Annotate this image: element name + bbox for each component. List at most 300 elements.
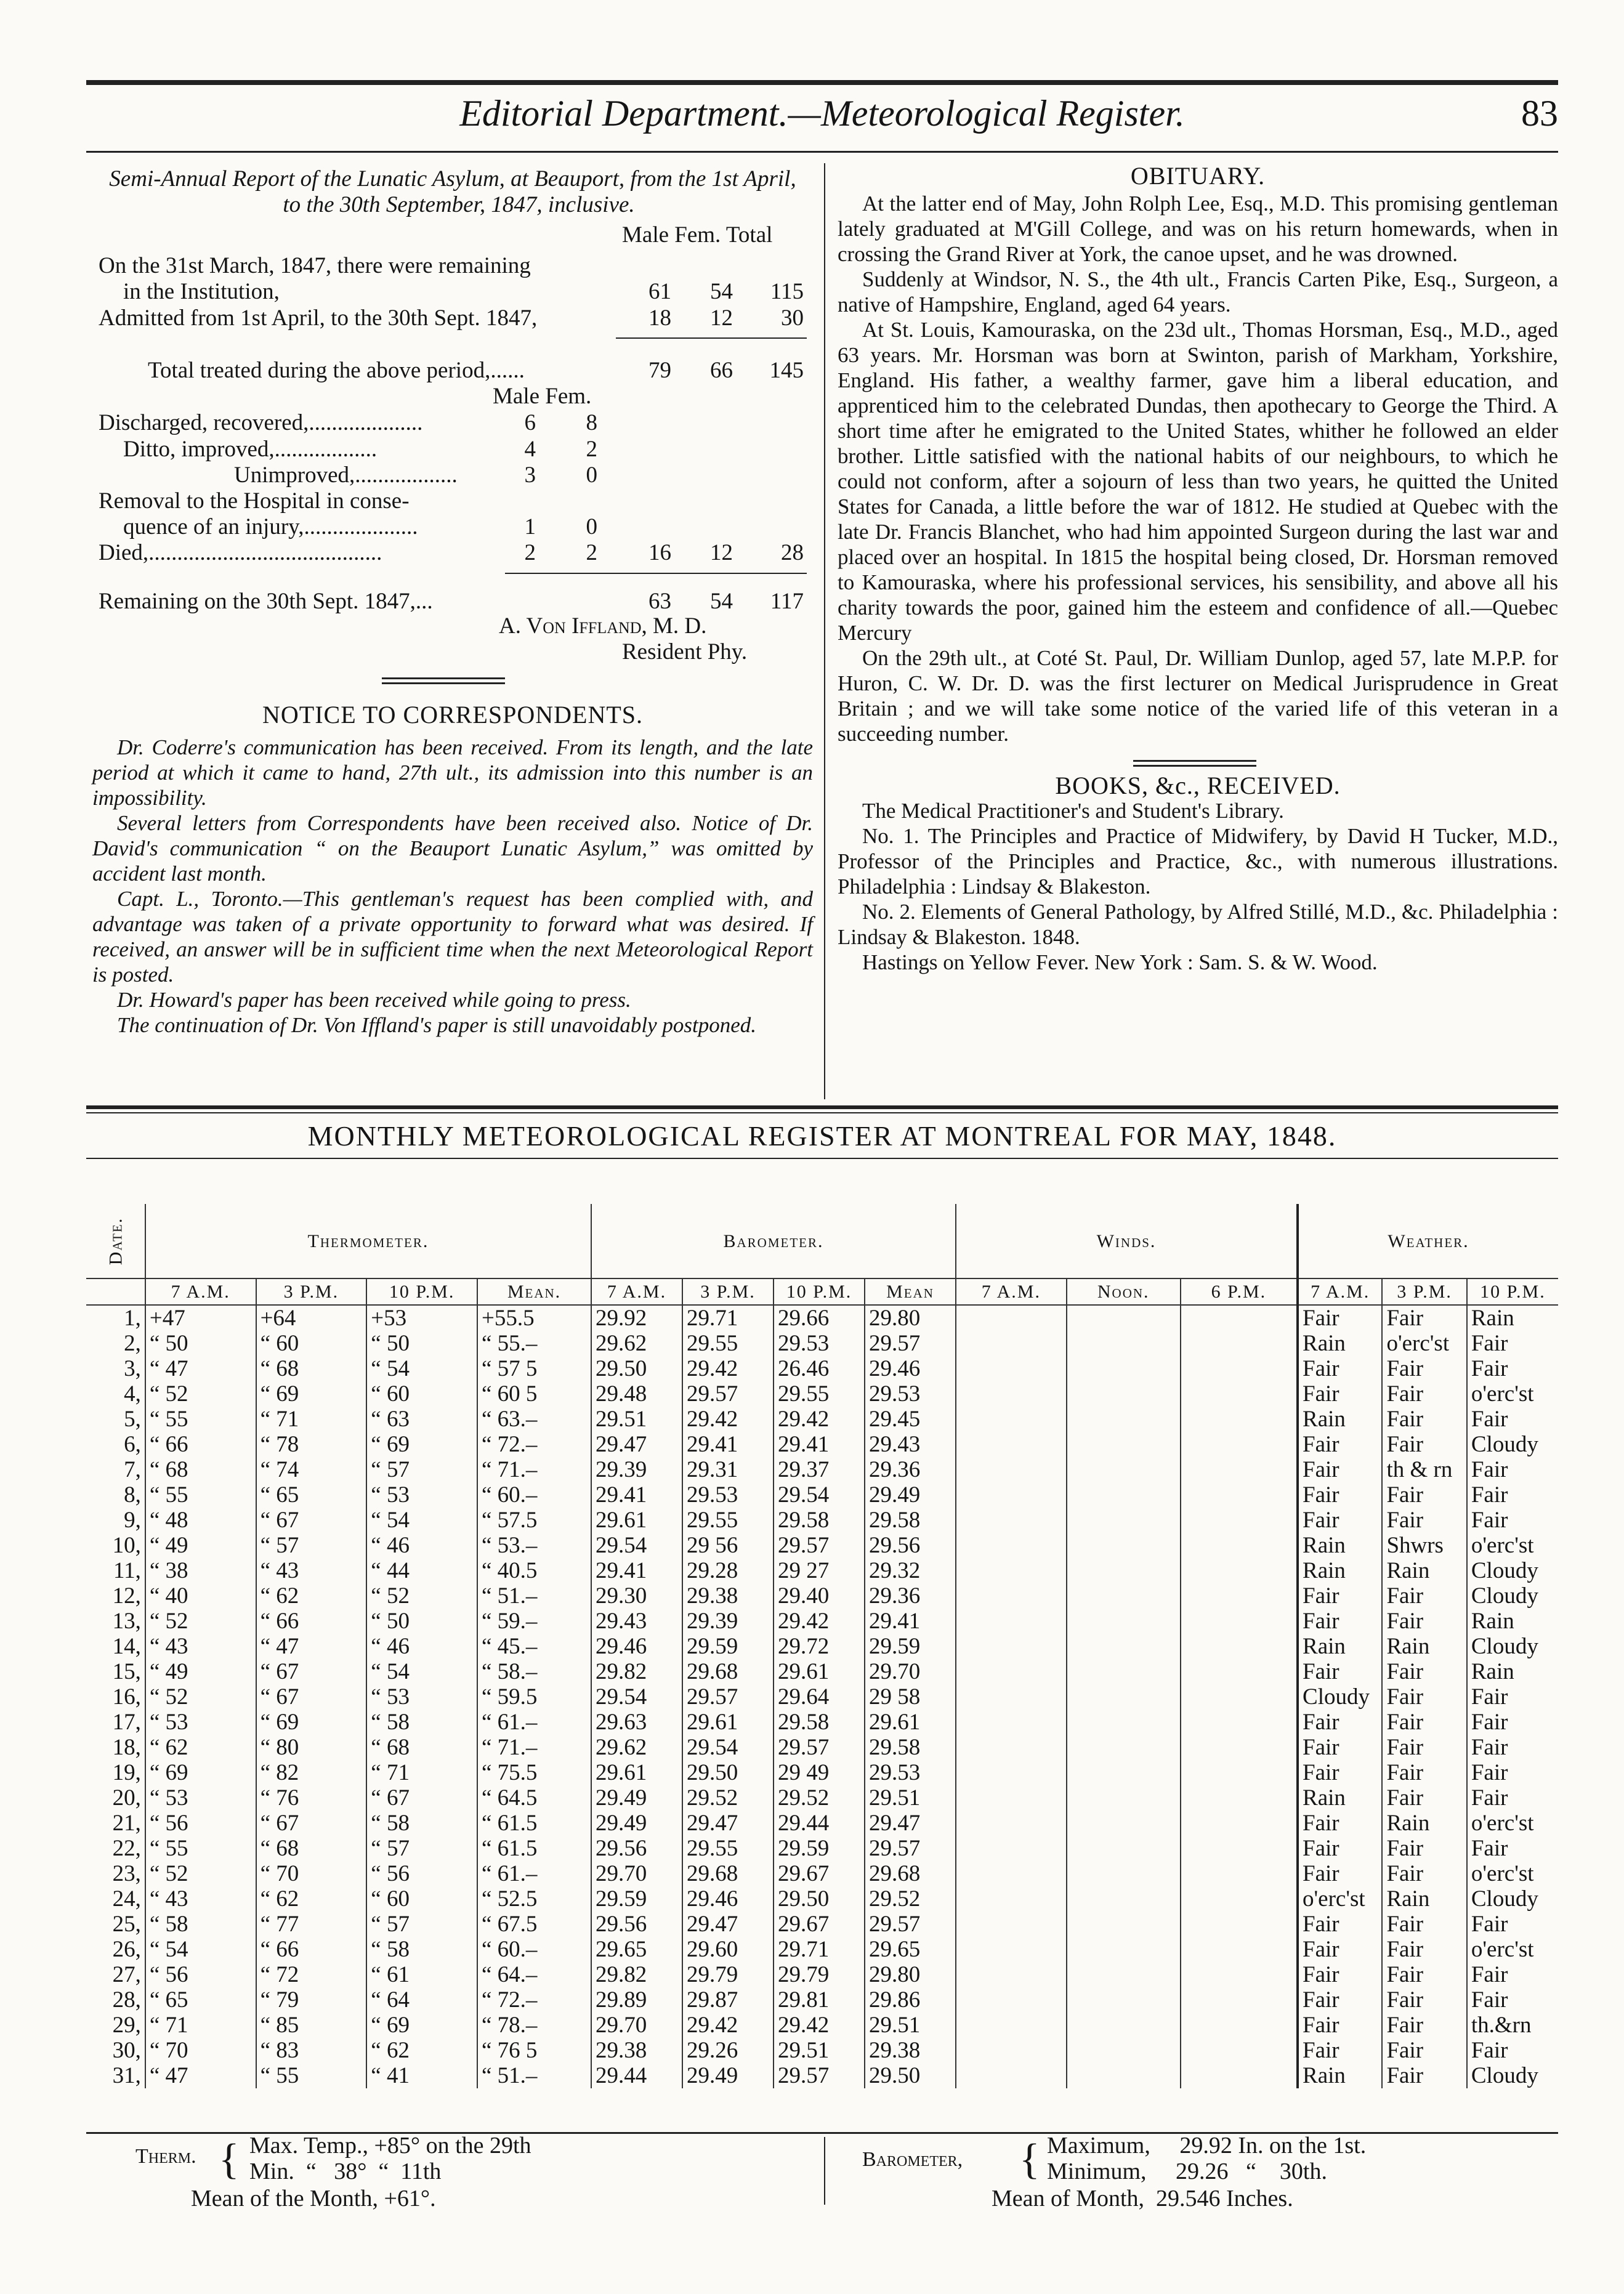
cell-weather-7am: Fair [1298, 1987, 1382, 2013]
books-break-2 [1133, 765, 1256, 767]
cell-baro-mean: 29.57 [865, 1912, 956, 1937]
notice-para: Dr. Howard's paper has been received while going to press. [117, 988, 631, 1012]
cell-therm-mean: “ 61.– [477, 1861, 591, 1886]
cell-weather-7am: Rain [1298, 1407, 1382, 1432]
cell-therm-10pm: “ 53 [366, 1482, 477, 1508]
cell-baro-10pm: 29.44 [774, 1811, 865, 1836]
table-row [86, 1305, 1558, 1331]
cell-winds [956, 1508, 1067, 1533]
cell-winds [956, 1811, 1067, 1836]
cell-weather-10pm: Cloudy [1467, 1634, 1558, 1659]
cell-baro-mean: 29.57 [865, 1836, 956, 1861]
cell-therm-10pm: “ 56 [366, 1861, 477, 1886]
cell-date: 5, [124, 1407, 141, 1432]
cell-winds [956, 1482, 1067, 1508]
header-date: Date. [105, 1217, 126, 1265]
header-thermometer: Thermometer. [145, 1204, 591, 1278]
cell-therm-3pm: “ 74 [256, 1457, 367, 1482]
cell-baro-7am: 29.63 [591, 1710, 682, 1735]
cell-weather-10pm: Fair [1467, 2038, 1558, 2063]
table-row [86, 1508, 1558, 1533]
cell-weather-7am: o'erc'st [1298, 1886, 1382, 1912]
cell-baro-10pm: 29.81 [774, 1987, 865, 2013]
asylum-row3: Total treated during the above period,...... [148, 358, 525, 383]
cell-weather-10pm: th.&rn [1467, 2013, 1558, 2038]
cell-baro-3pm: 29.52 [682, 1785, 774, 1811]
cell-baro-10pm: 29.57 [774, 1735, 865, 1760]
subheader-baro-7am: 7 A.M. [591, 1278, 682, 1305]
cell-baro-10pm: 29.61 [774, 1659, 865, 1684]
table-row [86, 1331, 1558, 1356]
subheader-baro-mean: Mean [865, 1278, 956, 1305]
cell-winds [1067, 1305, 1181, 1331]
cell-winds [1181, 1609, 1298, 1634]
cell-baro-3pm: 29.59 [682, 1634, 774, 1659]
asylum-row1-total: 115 [770, 279, 804, 304]
cell-weather-7am: Fair [1298, 1937, 1382, 1962]
disc-1-fem: 2 [586, 437, 597, 462]
cell-therm-10pm: “ 69 [366, 1432, 477, 1457]
table-row [86, 2063, 1558, 2088]
cell-weather-7am: Fair [1298, 2038, 1382, 2063]
cell-baro-mean: 29.59 [865, 1634, 956, 1659]
cell-date: 30, [112, 2038, 141, 2063]
cell-baro-7am: 29.50 [591, 1356, 682, 1381]
cell-weather-7am: Fair [1298, 1861, 1382, 1886]
cell-winds [1181, 1760, 1298, 1785]
cell-date: 22, [112, 1836, 141, 1861]
cell-winds [1067, 1634, 1181, 1659]
summary-baro-brace: { [1019, 2136, 1040, 2183]
cell-therm-10pm: “ 64 [366, 1987, 477, 2013]
asylum-row2-total: 30 [781, 305, 804, 331]
table-row [86, 1861, 1558, 1886]
cell-weather-3pm: Fair [1382, 1836, 1466, 1861]
cell-therm-mean: “ 60.– [477, 1482, 591, 1508]
cell-baro-3pm: 29.31 [682, 1457, 774, 1482]
cell-baro-mean: 29.46 [865, 1356, 956, 1381]
cell-baro-3pm: 29.71 [682, 1305, 774, 1331]
cell-winds [1181, 1659, 1298, 1684]
cell-weather-10pm: Cloudy [1467, 1583, 1558, 1609]
table-row [86, 1912, 1558, 1937]
cell-baro-3pm: 29.42 [682, 1356, 774, 1381]
cell-baro-10pm: 29.51 [774, 2038, 865, 2063]
cell-weather-3pm: Fair [1382, 2038, 1466, 2063]
cell-baro-3pm: 29.55 [682, 1331, 774, 1356]
cell-winds [1067, 1987, 1181, 2013]
column-divider [824, 163, 825, 1099]
obituary-heading: OBITUARY. [1130, 162, 1266, 190]
cell-therm-10pm: “ 69 [366, 2013, 477, 2038]
cell-winds [1067, 1684, 1181, 1710]
cell-weather-10pm: Rain [1467, 1659, 1558, 1684]
cell-baro-10pm: 29.58 [774, 1508, 865, 1533]
cell-winds [956, 1634, 1067, 1659]
cell-winds [1181, 1912, 1298, 1937]
cell-therm-3pm: “ 82 [256, 1760, 367, 1785]
asylum-disc-3: Removal to the Hospital in conse- [99, 488, 410, 514]
cell-winds [1067, 1583, 1181, 1609]
cell-therm-3pm: “ 69 [256, 1381, 367, 1407]
cell-weather-7am: Rain [1298, 2063, 1382, 2088]
subheader-weather-3pm: 3 P.M. [1382, 1278, 1466, 1305]
cell-winds [1067, 1962, 1181, 1987]
cell-baro-7am: 29.61 [591, 1760, 682, 1785]
cell-baro-7am: 29.56 [591, 1836, 682, 1861]
cell-date: 15, [112, 1659, 141, 1684]
asylum-disc-2: Unimproved,.................. [234, 462, 458, 488]
cell-therm-3pm: “ 71 [256, 1407, 367, 1432]
cell-therm-7am: “ 49 [145, 1659, 256, 1684]
cell-baro-mean: 29.68 [865, 1861, 956, 1886]
cell-therm-3pm: “ 85 [256, 2013, 367, 2038]
cell-therm-7am: “ 43 [145, 1634, 256, 1659]
cell-winds [956, 1659, 1067, 1684]
cell-weather-3pm: Fair [1382, 1785, 1466, 1811]
cell-therm-10pm: “ 44 [366, 1558, 477, 1583]
cell-weather-3pm: Fair [1382, 1381, 1466, 1407]
cell-baro-10pm: 29.59 [774, 1836, 865, 1861]
cell-baro-3pm: 29.61 [682, 1710, 774, 1735]
cell-baro-3pm: 29.42 [682, 2013, 774, 2038]
asylum-sum-rule-2 [505, 573, 807, 574]
cell-therm-mean: “ 53.– [477, 1533, 591, 1558]
table-row [86, 1962, 1558, 1987]
cell-baro-7am: 29.41 [591, 1482, 682, 1508]
cell-baro-3pm: 29.42 [682, 1407, 774, 1432]
notice-para: Capt. L., Toronto.—This gentleman's request has been complied with, and advantage was taken of a private opportunity to forward what was desired. If received, an answer will be in sufficient time when the next Meteorological Report is posted. [92, 887, 813, 987]
register-rule-top [86, 1105, 1558, 1109]
cell-therm-10pm: “ 50 [366, 1609, 477, 1634]
disc-4-male: 1 [524, 514, 536, 539]
cell-date: 24, [112, 1886, 141, 1912]
cell-weather-10pm: Fair [1467, 1735, 1558, 1760]
cell-winds [1181, 2038, 1298, 2063]
table-row [86, 1533, 1558, 1558]
asylum-report [92, 166, 813, 218]
remaining-total: 117 [770, 589, 804, 614]
asylum-signer-title: Resident Phy. [622, 639, 748, 664]
remaining-fem: 54 [710, 589, 733, 614]
cell-therm-mean: “ 76 5 [477, 2038, 591, 2063]
page-number: 83 [1521, 93, 1558, 134]
cell-therm-mean: “ 60 5 [477, 1381, 591, 1407]
cell-winds [956, 1356, 1067, 1381]
cell-therm-10pm: “ 67 [366, 1785, 477, 1811]
cell-therm-mean: “ 57 5 [477, 1356, 591, 1381]
cell-baro-mean: 29.49 [865, 1482, 956, 1508]
cell-therm-7am: “ 58 [145, 1912, 256, 1937]
notice-para: The continuation of Dr. Von Iffland's paper is still unavoidably postponed. [117, 1013, 757, 1037]
notice-heading: NOTICE TO CORRESPONDENTS. [262, 701, 644, 729]
table-row [86, 2013, 1558, 2038]
cell-therm-10pm: “ 54 [366, 1356, 477, 1381]
cell-date: 10, [112, 1533, 141, 1558]
cell-therm-10pm: +53 [366, 1305, 477, 1331]
cell-weather-10pm: Fair [1467, 1987, 1558, 2013]
cell-winds [1181, 1634, 1298, 1659]
cell-therm-7am: “ 56 [145, 1811, 256, 1836]
page-title: Editorial Department.—Meteorological Register. [459, 93, 1185, 134]
meteorological-rows [86, 1305, 1558, 2088]
cell-therm-mean: “ 59.– [477, 1609, 591, 1634]
cell-therm-10pm: “ 60 [366, 1381, 477, 1407]
cell-baro-7am: 29.54 [591, 1684, 682, 1710]
cell-weather-7am: Cloudy [1298, 1684, 1382, 1710]
cell-date: 18, [112, 1735, 141, 1760]
cell-weather-10pm: Fair [1467, 1508, 1558, 1533]
cell-date: 26, [112, 1937, 141, 1962]
cell-therm-7am: “ 52 [145, 1609, 256, 1634]
cell-therm-3pm: “ 78 [256, 1432, 367, 1457]
cell-baro-3pm: 29.47 [682, 1912, 774, 1937]
cell-winds [956, 1785, 1067, 1811]
died-total-all: 28 [781, 540, 804, 565]
table-row [86, 1609, 1558, 1634]
summary-baro-min: Minimum, 29.26 “ 30th. [1047, 2159, 1327, 2184]
books-para: No. 2. Elements of General Pathology, by Alfred Stillé, M.D., &c. Philadelphia : Lindsay & Blakeston. 1848. [838, 900, 1558, 949]
subheader-baro-10pm: 10 P.M. [774, 1278, 865, 1305]
cell-therm-mean: “ 61.– [477, 1710, 591, 1735]
cell-winds [1181, 1457, 1298, 1482]
asylum-col-headers [622, 222, 813, 249]
cell-winds [956, 1937, 1067, 1962]
notice-section [92, 702, 813, 1038]
cell-baro-mean: 29.51 [865, 1785, 956, 1811]
table-row [86, 1760, 1558, 1785]
cell-winds [1181, 1785, 1298, 1811]
cell-therm-mean: “ 40.5 [477, 1558, 591, 1583]
cell-winds [1181, 1811, 1298, 1836]
cell-baro-mean: 29.45 [865, 1407, 956, 1432]
cell-therm-7am: “ 62 [145, 1735, 256, 1760]
cell-date: 28, [112, 1987, 141, 2013]
subheader-therm-3pm: 3 P.M. [256, 1278, 367, 1305]
cell-winds [1067, 1836, 1181, 1861]
cell-baro-7am: 29.82 [591, 1962, 682, 1987]
asylum-disc-5: Died,......................................... [99, 540, 382, 565]
cell-baro-3pm: 29.87 [682, 1987, 774, 2013]
cell-weather-10pm: Fair [1467, 1407, 1558, 1432]
cell-weather-10pm: Rain [1467, 1305, 1558, 1331]
cell-date: 3, [124, 1356, 141, 1381]
cell-therm-7am: “ 52 [145, 1684, 256, 1710]
cell-baro-10pm: 29.53 [774, 1331, 865, 1356]
cell-therm-7am: “ 53 [145, 1710, 256, 1735]
cell-weather-3pm: Fair [1382, 1735, 1466, 1760]
cell-therm-mean: “ 72.– [477, 1987, 591, 2013]
cell-therm-3pm: “ 80 [256, 1735, 367, 1760]
cell-therm-10pm: “ 50 [366, 1331, 477, 1356]
summary-baro-label: Barometer, [862, 2148, 963, 2171]
cell-therm-10pm: “ 41 [366, 2063, 477, 2088]
cell-winds [1067, 1912, 1181, 1937]
subheader-winds-6pm: 6 P.M. [1181, 1278, 1298, 1305]
cell-therm-7am: “ 53 [145, 1785, 256, 1811]
cell-winds [956, 1735, 1067, 1760]
cell-weather-3pm: Fair [1382, 1482, 1466, 1508]
cell-winds [1067, 1710, 1181, 1735]
subheader-weather-10pm: 10 P.M. [1467, 1278, 1558, 1305]
cell-winds [1067, 1811, 1181, 1836]
cell-therm-7am: “ 48 [145, 1508, 256, 1533]
cell-winds [956, 1684, 1067, 1710]
cell-therm-mean: “ 57.5 [477, 1508, 591, 1533]
cell-winds [1067, 1356, 1181, 1381]
cell-weather-7am: Fair [1298, 1735, 1382, 1760]
cell-baro-7am: 29.92 [591, 1305, 682, 1331]
cell-winds [956, 1331, 1067, 1356]
cell-baro-mean: 29.32 [865, 1558, 956, 1583]
cell-therm-7am: “ 69 [145, 1760, 256, 1785]
obituary-section [838, 163, 1558, 975]
asylum-signer: A. Von Iffland, M. D. [499, 613, 707, 639]
cell-therm-10pm: “ 54 [366, 1659, 477, 1684]
cell-weather-3pm: Rain [1382, 1811, 1466, 1836]
cell-winds [1067, 2038, 1181, 2063]
cell-therm-7am: “ 68 [145, 1457, 256, 1482]
col-fem: Fem. [674, 222, 721, 248]
cell-therm-3pm: “ 79 [256, 1987, 367, 2013]
cell-therm-3pm: “ 67 [256, 1508, 367, 1533]
table-row [86, 1735, 1558, 1760]
cell-weather-7am: Rain [1298, 1331, 1382, 1356]
cell-winds [956, 1760, 1067, 1785]
cell-weather-3pm: Fair [1382, 1861, 1466, 1886]
cell-baro-mean: 29.70 [865, 1659, 956, 1684]
cell-therm-3pm: “ 68 [256, 1356, 367, 1381]
cell-winds [956, 1861, 1067, 1886]
cell-date: 27, [112, 1962, 141, 1987]
cell-baro-7am: 29.62 [591, 1735, 682, 1760]
cell-weather-7am: Fair [1298, 1381, 1382, 1407]
cell-baro-10pm: 29.79 [774, 1962, 865, 1987]
cell-date: 6, [124, 1432, 141, 1457]
meteorological-table [86, 1204, 1558, 2088]
cell-date: 17, [112, 1710, 141, 1735]
cell-weather-10pm: o'erc'st [1467, 1861, 1558, 1886]
cell-therm-mean: “ 52.5 [477, 1886, 591, 1912]
cell-winds [956, 1886, 1067, 1912]
cell-therm-3pm: “ 70 [256, 1861, 367, 1886]
cell-therm-3pm: “ 72 [256, 1962, 367, 1987]
cell-therm-3pm: “ 43 [256, 1558, 367, 1583]
cell-therm-3pm: “ 77 [256, 1912, 367, 1937]
cell-therm-7am: “ 55 [145, 1482, 256, 1508]
disc-4-fem: 0 [586, 514, 597, 539]
cell-weather-7am: Fair [1298, 1836, 1382, 1861]
cell-winds [1181, 1356, 1298, 1381]
cell-winds [956, 1457, 1067, 1482]
cell-winds [1067, 1381, 1181, 1407]
subheader-winds-7am: 7 A.M. [956, 1278, 1067, 1305]
cell-date: 19, [112, 1760, 141, 1785]
cell-therm-3pm: “ 65 [256, 1482, 367, 1508]
cell-winds [1067, 1482, 1181, 1508]
cell-baro-3pm: 29.49 [682, 2063, 774, 2088]
cell-weather-3pm: Fair [1382, 2063, 1466, 2088]
died-total-male: 16 [648, 540, 671, 565]
cell-winds [1181, 1558, 1298, 1583]
subheader-weather-7am: 7 A.M. [1298, 1278, 1382, 1305]
cell-weather-10pm: o'erc'st [1467, 1811, 1558, 1836]
cell-date: 23, [112, 1861, 141, 1886]
cell-baro-7am: 29.89 [591, 1987, 682, 2013]
disc-1-male: 4 [524, 437, 536, 462]
cell-weather-3pm: Fair [1382, 1583, 1466, 1609]
cell-therm-3pm: “ 55 [256, 2063, 367, 2088]
cell-weather-10pm: o'erc'st [1467, 1937, 1558, 1962]
asylum-row1-male: 61 [648, 279, 671, 304]
cell-therm-7am: “ 70 [145, 2038, 256, 2063]
asylum-row1-a: On the 31st March, 1847, there were remaining [99, 253, 531, 278]
cell-weather-3pm: Fair [1382, 1760, 1466, 1785]
summary-therm-brace: { [219, 2136, 240, 2183]
cell-weather-10pm: Fair [1467, 1912, 1558, 1937]
table-row [86, 1432, 1558, 1457]
register-title: MONTHLY METEOROLOGICAL REGISTER AT MONTREAL FOR MAY, 1848. [307, 1120, 1337, 1152]
cell-baro-7am: 29.56 [591, 1912, 682, 1937]
cell-winds [1067, 1609, 1181, 1634]
cell-therm-mean: “ 61.5 [477, 1811, 591, 1836]
books-break-1 [1133, 760, 1256, 762]
cell-weather-10pm: Fair [1467, 1684, 1558, 1710]
cell-weather-7am: Fair [1298, 1659, 1382, 1684]
asylum-title: Semi-Annual Report of the Lunatic Asylum, at Beauport, from the 1st April, to the 30th September, 1847, inclusive. [109, 166, 796, 217]
cell-therm-mean: “ 55.– [477, 1331, 591, 1356]
cell-therm-3pm: “ 67 [256, 1811, 367, 1836]
cell-winds [1067, 1457, 1181, 1482]
cell-baro-mean: 29.51 [865, 2013, 956, 2038]
cell-date: 25, [112, 1912, 141, 1937]
table-row [86, 1836, 1558, 1861]
register-rule-under [86, 1158, 1558, 1159]
cell-weather-10pm: Rain [1467, 1609, 1558, 1634]
cell-therm-3pm: “ 62 [256, 1583, 367, 1609]
cell-baro-7am: 29.47 [591, 1432, 682, 1457]
cell-winds [1181, 1508, 1298, 1533]
cell-weather-7am: Fair [1298, 1508, 1382, 1533]
table-row [86, 1811, 1558, 1836]
cell-weather-10pm: Fair [1467, 1457, 1558, 1482]
summary-therm-label: Therm. [135, 2145, 196, 2168]
table-row [86, 1659, 1558, 1684]
cell-winds [1181, 1482, 1298, 1508]
disc-5-fem: 2 [586, 540, 597, 565]
cell-winds [1067, 1785, 1181, 1811]
cell-therm-mean: “ 67.5 [477, 1912, 591, 1937]
disc-2-fem: 0 [586, 462, 597, 488]
cell-date: 8, [124, 1482, 141, 1508]
cell-therm-mean: “ 51.– [477, 2063, 591, 2088]
subheader-therm-10pm: 10 P.M. [366, 1278, 477, 1305]
cell-date: 9, [124, 1508, 141, 1533]
cell-therm-3pm: “ 67 [256, 1659, 367, 1684]
cell-therm-10pm: “ 58 [366, 1811, 477, 1836]
cell-baro-3pm: 29.68 [682, 1659, 774, 1684]
top-rule [86, 80, 1558, 85]
asylum-remaining: Remaining on the 30th Sept. 1847,... [99, 589, 433, 614]
cell-winds [956, 1533, 1067, 1558]
cell-therm-3pm: “ 57 [256, 1533, 367, 1558]
cell-therm-3pm: “ 66 [256, 1937, 367, 1962]
cell-baro-7am: 29.62 [591, 1331, 682, 1356]
cell-weather-3pm: Fair [1382, 1305, 1466, 1331]
cell-winds [956, 1407, 1067, 1432]
cell-baro-3pm: 29.38 [682, 1583, 774, 1609]
cell-therm-mean: “ 78.– [477, 2013, 591, 2038]
